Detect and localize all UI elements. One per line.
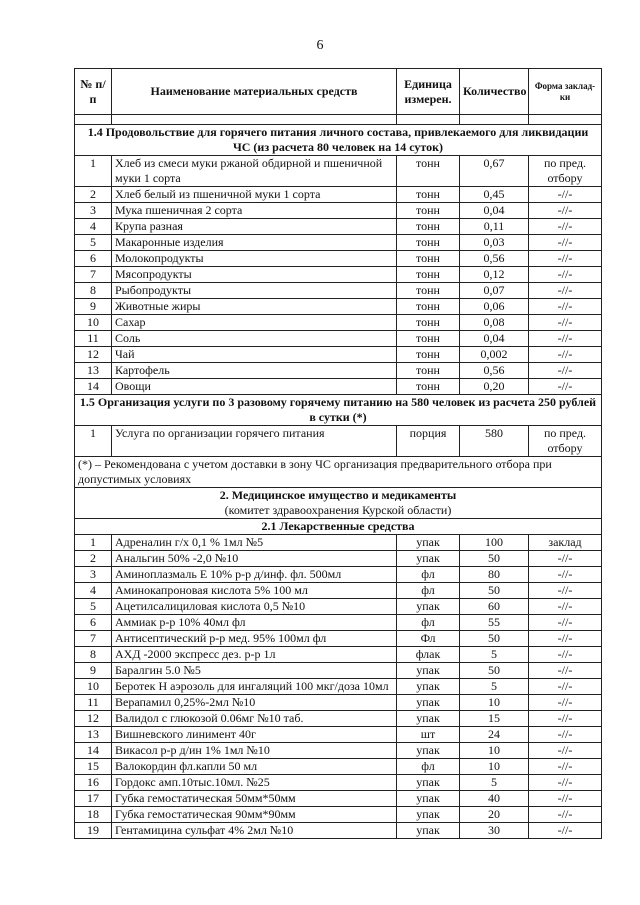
cell-qty: 0,08 — [460, 315, 529, 331]
table-body — [75, 115, 602, 839]
cell-num: 9 — [75, 663, 112, 679]
cell-unit: тонн — [397, 363, 460, 379]
cell-unit: упак — [397, 679, 460, 695]
cell-unit: тонн — [397, 347, 460, 363]
cell-qty: 10 — [460, 743, 529, 759]
cell-unit: тонн — [397, 187, 460, 203]
cell-qty: 0,11 — [460, 219, 529, 235]
cell-qty: 0,002 — [460, 347, 529, 363]
cell-num: 8 — [75, 283, 112, 299]
cell-unit: тонн — [397, 331, 460, 347]
cell-qty: 100 — [460, 535, 529, 551]
table-row — [75, 631, 602, 647]
cell-qty: 0,67 — [460, 156, 529, 187]
cell-name: Услуга по организации горячего питания — [112, 426, 397, 457]
cell-num: 4 — [75, 219, 112, 235]
section-2-row — [75, 488, 602, 519]
table-row — [75, 759, 602, 775]
cell-qty: 0,45 — [460, 187, 529, 203]
cell-num: 1 — [75, 535, 112, 551]
cell-form: -//- — [529, 219, 602, 235]
cell-qty: 0,12 — [460, 267, 529, 283]
cell-unit: порция — [397, 426, 460, 457]
cell-name: Гордокс амп.10тыс.10мл. №25 — [112, 775, 397, 791]
cell-num: 11 — [75, 331, 112, 347]
header-qty: Количество — [460, 69, 529, 115]
cell-form: по пред. отбору — [529, 156, 602, 187]
cell-name: Картофель — [112, 363, 397, 379]
materials-table — [74, 68, 602, 839]
cell-num: 7 — [75, 631, 112, 647]
table-row — [75, 235, 602, 251]
cell-form: -//- — [529, 363, 602, 379]
cell-qty: 50 — [460, 583, 529, 599]
cell-name: Ацетилсалициловая кислота 0,5 №10 — [112, 599, 397, 615]
cell-name: Овощи — [112, 379, 397, 395]
cell-name: Рыбопродукты — [112, 283, 397, 299]
cell-qty: 5 — [460, 647, 529, 663]
spacer-row — [75, 115, 602, 125]
cell-qty: 50 — [460, 551, 529, 567]
cell-unit: упак — [397, 599, 460, 615]
cell-unit: фл — [397, 583, 460, 599]
cell-unit: фл — [397, 615, 460, 631]
cell-form: -//- — [529, 791, 602, 807]
cell-num: 1 — [75, 426, 112, 457]
cell-num: 11 — [75, 695, 112, 711]
cell-qty: 580 — [460, 426, 529, 457]
cell-unit: шт — [397, 727, 460, 743]
table-row — [75, 203, 602, 219]
table-row — [75, 535, 602, 551]
cell-qty: 0,06 — [460, 299, 529, 315]
cell-name: Антисептический р-р мед. 95% 100мл фл — [112, 631, 397, 647]
cell-num: 4 — [75, 583, 112, 599]
cell-form: -//- — [529, 711, 602, 727]
cell-num: 13 — [75, 363, 112, 379]
table-row — [75, 807, 602, 823]
cell-qty: 5 — [460, 775, 529, 791]
cell-qty: 0,03 — [460, 235, 529, 251]
table-row — [75, 679, 602, 695]
cell-qty: 10 — [460, 695, 529, 711]
page-number: 6 — [316, 38, 324, 53]
cell-name: Мука пшеничная 2 сорта — [112, 203, 397, 219]
cell-num: 2 — [75, 187, 112, 203]
header-num: № п/п — [75, 69, 112, 115]
cell-num: 12 — [75, 711, 112, 727]
cell-name: Хлеб из смеси муки ржаной обдирной и пшеничной муки 1 сорта — [112, 156, 397, 187]
cell-form: заклад — [529, 535, 602, 551]
cell-qty: 50 — [460, 663, 529, 679]
cell-qty: 0,04 — [460, 203, 529, 219]
cell-name: Чай — [112, 347, 397, 363]
cell-qty: 30 — [460, 823, 529, 839]
cell-unit: фл — [397, 759, 460, 775]
cell-name: Вишневского линимент 40г — [112, 727, 397, 743]
cell-form: -//- — [529, 315, 602, 331]
table-row — [75, 426, 602, 457]
cell-unit: тонн — [397, 251, 460, 267]
cell-num: 3 — [75, 567, 112, 583]
cell-unit: упак — [397, 743, 460, 759]
section-2-title: 2. Медицинское имущество и медикаменты — [219, 488, 457, 502]
table-row — [75, 615, 602, 631]
table-row — [75, 743, 602, 759]
section-1-4-row — [75, 125, 602, 156]
cell-form: -//- — [529, 379, 602, 395]
cell-form: -//- — [529, 283, 602, 299]
cell-name: Адреналин г/х 0,1 % 1мл №5 — [112, 535, 397, 551]
table-row — [75, 823, 602, 839]
cell-name: Беротек Н аэрозоль для ингаляций 100 мкг/доза 10мл — [112, 679, 397, 695]
cell-num: 18 — [75, 807, 112, 823]
header-name: Наименование материальных средств — [112, 69, 397, 115]
cell-qty: 60 — [460, 599, 529, 615]
cell-name: Викасол р-р д/ин 1% 1мл №10 — [112, 743, 397, 759]
cell-form: -//- — [529, 807, 602, 823]
section-2-1-row — [75, 519, 602, 535]
cell-form: -//- — [529, 583, 602, 599]
cell-num: 5 — [75, 599, 112, 615]
cell-num: 13 — [75, 727, 112, 743]
cell-form: -//- — [529, 679, 602, 695]
cell-num: 3 — [75, 203, 112, 219]
cell-name: Валокордин фл.капли 50 мл — [112, 759, 397, 775]
cell-unit: упак — [397, 695, 460, 711]
table-row — [75, 727, 602, 743]
cell-form: -//- — [529, 615, 602, 631]
cell-name: Сахар — [112, 315, 397, 331]
note-row — [75, 457, 602, 488]
table-row — [75, 599, 602, 615]
cell-name: Баралгин 5.0 №5 — [112, 663, 397, 679]
cell-unit: тонн — [397, 235, 460, 251]
cell-name: Макаронные изделия — [112, 235, 397, 251]
cell-qty: 50 — [460, 631, 529, 647]
cell-num: 10 — [75, 315, 112, 331]
table-row — [75, 315, 602, 331]
table-row — [75, 583, 602, 599]
cell-unit: фл — [397, 567, 460, 583]
cell-unit: Фл — [397, 631, 460, 647]
table-row — [75, 663, 602, 679]
table-row — [75, 647, 602, 663]
cell-form: по пред. отбору — [529, 426, 602, 457]
cell-qty: 0,20 — [460, 379, 529, 395]
cell-form: -//- — [529, 331, 602, 347]
cell-unit: упак — [397, 551, 460, 567]
cell-form: -//- — [529, 567, 602, 583]
cell-num: 1 — [75, 156, 112, 187]
cell-unit: упак — [397, 823, 460, 839]
cell-unit: тонн — [397, 219, 460, 235]
table-row — [75, 156, 602, 187]
cell-num: 9 — [75, 299, 112, 315]
cell-unit: тонн — [397, 267, 460, 283]
section-2-subtitle: (комитет здравоохранения Курской области) — [224, 503, 452, 517]
cell-name: Валидол с глюкозой 0.06мг №10 таб. — [112, 711, 397, 727]
header-form: Форма заклад-ки — [529, 69, 602, 115]
cell-num: 17 — [75, 791, 112, 807]
cell-num: 14 — [75, 743, 112, 759]
table-header-row — [75, 69, 602, 115]
cell-form: -//- — [529, 267, 602, 283]
cell-name: Молокопродукты — [112, 251, 397, 267]
cell-name: Аммиак р-р 10% 40мл фл — [112, 615, 397, 631]
cell-unit: флак — [397, 647, 460, 663]
cell-num: 2 — [75, 551, 112, 567]
cell-unit: упак — [397, 807, 460, 823]
cell-unit: тонн — [397, 156, 460, 187]
cell-form: -//- — [529, 647, 602, 663]
cell-unit: тонн — [397, 379, 460, 395]
table-row — [75, 363, 602, 379]
table-row — [75, 775, 602, 791]
section-1-4-title: 1.4 Продовольствие для горячего питания личного состава, привлекаемого для ликвидации ЧС (из расчета 80 человек на 14 суток) — [75, 125, 602, 156]
cell-name: Гентамицина сульфат 4% 2мл №10 — [112, 823, 397, 839]
cell-num: 7 — [75, 267, 112, 283]
cell-name: Крупа разная — [112, 219, 397, 235]
table-row — [75, 187, 602, 203]
cell-form: -//- — [529, 823, 602, 839]
cell-num: 12 — [75, 347, 112, 363]
cell-unit: тонн — [397, 299, 460, 315]
table-row — [75, 283, 602, 299]
cell-qty: 15 — [460, 711, 529, 727]
cell-name: Губка гемостатическая 50мм*50мм — [112, 791, 397, 807]
cell-qty: 24 — [460, 727, 529, 743]
cell-num: 6 — [75, 251, 112, 267]
cell-form: -//- — [529, 695, 602, 711]
cell-name: Хлеб белый из пшеничной муки 1 сорта — [112, 187, 397, 203]
table-row — [75, 711, 602, 727]
cell-num: 14 — [75, 379, 112, 395]
cell-name: АХД -2000 экспресс дез. р-р 1л — [112, 647, 397, 663]
cell-qty: 80 — [460, 567, 529, 583]
section-1-5-note: (*) – Рекомендована с учетом доставки в зону ЧС организация предварительного отбора при допустимых условиях — [75, 457, 602, 488]
header-unit: Единица измерен. — [397, 69, 460, 115]
cell-unit: тонн — [397, 203, 460, 219]
table-row — [75, 567, 602, 583]
table-row — [75, 267, 602, 283]
cell-qty: 0,56 — [460, 363, 529, 379]
cell-form: -//- — [529, 203, 602, 219]
cell-name: Анальгин 50% -2,0 №10 — [112, 551, 397, 567]
cell-form: -//- — [529, 187, 602, 203]
cell-form: -//- — [529, 299, 602, 315]
cell-num: 10 — [75, 679, 112, 695]
cell-qty: 20 — [460, 807, 529, 823]
cell-unit: упак — [397, 663, 460, 679]
section-1-5-row — [75, 395, 602, 426]
cell-form: -//- — [529, 347, 602, 363]
cell-qty: 40 — [460, 791, 529, 807]
cell-form: -//- — [529, 759, 602, 775]
table-row — [75, 695, 602, 711]
cell-name: Соль — [112, 331, 397, 347]
cell-num: 5 — [75, 235, 112, 251]
cell-form: -//- — [529, 743, 602, 759]
cell-num: 19 — [75, 823, 112, 839]
cell-qty: 55 — [460, 615, 529, 631]
cell-qty: 5 — [460, 679, 529, 695]
cell-name: Аминокапроновая кислота 5% 100 мл — [112, 583, 397, 599]
section-2-1-title: 2.1 Лекарственные средства — [75, 519, 602, 535]
cell-num: 6 — [75, 615, 112, 631]
section-1-5-title: 1.5 Организация услуги по 3 разовому горячему питанию на 580 человек из расчета 250 рублей в сутки (*) — [75, 395, 602, 426]
cell-qty: 0,04 — [460, 331, 529, 347]
cell-qty: 10 — [460, 759, 529, 775]
table-row — [75, 251, 602, 267]
section-2-heading — [75, 488, 602, 519]
table-row — [75, 791, 602, 807]
table-row — [75, 331, 602, 347]
table-row — [75, 219, 602, 235]
cell-unit: упак — [397, 791, 460, 807]
cell-form: -//- — [529, 235, 602, 251]
cell-unit: упак — [397, 535, 460, 551]
cell-unit: тонн — [397, 315, 460, 331]
cell-num: 15 — [75, 759, 112, 775]
cell-name: Животные жиры — [112, 299, 397, 315]
table-row — [75, 299, 602, 315]
cell-form: -//- — [529, 663, 602, 679]
cell-unit: тонн — [397, 283, 460, 299]
cell-unit: упак — [397, 775, 460, 791]
cell-name: Губка гемостатическая 90мм*90мм — [112, 807, 397, 823]
cell-qty: 0,07 — [460, 283, 529, 299]
cell-form: -//- — [529, 251, 602, 267]
cell-form: -//- — [529, 631, 602, 647]
cell-form: -//- — [529, 599, 602, 615]
cell-num: 16 — [75, 775, 112, 791]
cell-unit: упак — [397, 711, 460, 727]
cell-name: Мясопродукты — [112, 267, 397, 283]
table-row — [75, 551, 602, 567]
cell-form: -//- — [529, 551, 602, 567]
cell-qty: 0,56 — [460, 251, 529, 267]
cell-form: -//- — [529, 727, 602, 743]
cell-num: 8 — [75, 647, 112, 663]
cell-name: Верапамил 0,25%-2мл №10 — [112, 695, 397, 711]
cell-form: -//- — [529, 775, 602, 791]
cell-name: Аминоплазмаль Е 10% р-р д/инф. фл. 500мл — [112, 567, 397, 583]
table-row — [75, 347, 602, 363]
table-row — [75, 379, 602, 395]
